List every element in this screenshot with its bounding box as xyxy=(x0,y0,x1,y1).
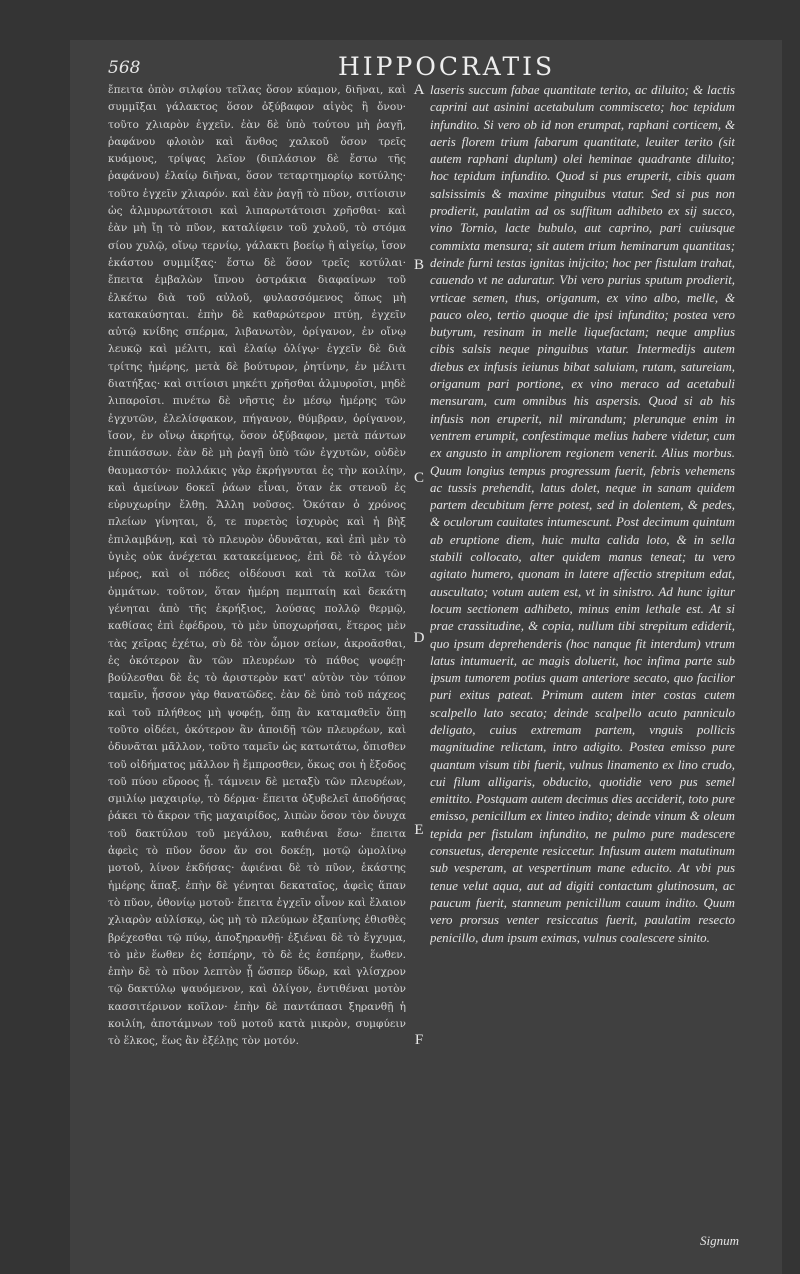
running-title: HIPPOCRATIS xyxy=(338,52,556,81)
section-marker-b: B xyxy=(413,257,424,273)
page-number: 568 xyxy=(108,58,141,78)
greek-text-column: ἔπειτα ὀπὸν σιλφίου τεῖλας ὅσον κύαμον, διῆναι, καὶ συμμῖξαι γάλακτος ὅσον ὀξύβαφον αἰγὸς ἢ ὄνου· τοῦτο χλιαρὸν ἐγχεῖν. ἐὰν δὲ ὑπὸ τούτου μὴ ῥαγῇ, ῥαφάνου φλοιὸν καὶ ἄνθος χαλκοῦ ὅσον τρεῖς κυάμους, τρίψας λεῖον (διπλάσιον δὲ ἔστω τῆς ῥαφάνου) ἐλαίῳ διῆναι, ὅσον τεταρτημορίῳ κοτύλης· τοῦτο ἐγχεῖν χλιαρόν. καὶ ἐὰν ῥαγῇ τὸ πῦον, σιτίοισιν ὡς ἁλμυρωτάτοισι καὶ λιπαρωτάτοισι χρῆσθαι· καὶ ἐὰν μὴ ἴῃ τὸ πῦον, καταλίφειν τοῦ χυλοῦ, τὸ στόμα σίου χυλῷ, οἴνῳ τερνίῳ, γάλακτι βοείῳ ἢ αἰγείῳ, ἴσον ἑκάστου συμμίξας· ἔστω δὲ ὅσον τρεῖς κοτύλαι· ἔπειτα ἐμβαλὼν ἴπνου ὀστράκια διαφαίνων τοῦ ἐλκέτω διὰ τοῦ αὐλοῦ, φυλασσόμενος ὅπως μὴ κατακαύσηται. ἐπὴν δὲ καθαρώτερον πτύῃ, ἐγχεῖν αὐτῷ κνίδης σπέρμα, λιβανωτὸν, ὀρίγανον, ἐν οἴνῳ λευκῷ καὶ μέλιτι, καὶ ἐλαίῳ ὀλίγῳ· ἐγχεῖν δὲ διὰ τρίτης ἡμέρης, μετὰ δὲ βούτυρον, ῥητίνην, ἐν μέλιτι διατήξας· καὶ σιτίοισι μηκέτι χρῆσθαι ἁλμυροῖσι, μηδὲ λιπαροῖσι. πινέτω δὲ νῆστις ἐν μέσῳ ἡμέρης τῶν ἐγχυτῶν, ἐλελίσφακον, πήγανον, θύμβραν, ὀρίγανον, ἴσον, ἐν οἴνῳ ἀκρήτῳ, ὅσον ὀξύβαφον, μετὰ πάντων ἐπιπάσσων. ἐὰν δὲ μὴ ῥαγῇ ὑπὸ τῶν ἐγχυτῶν, οὐδὲν θαυμαστόν· πολλάκις γὰρ ἐκρήγνυται ἐς τὴν κοιλίην, καὶ ἀμείνων δοκεῖ ῥάων εἶναι, ὅταν ἐκ στενοῦ ἐς εὐρυχωρίην ἔλθῃ. Ἄλλη νοῦσος. Ὁκόταν ὁ χρόνος πλείων γίνηται, ὅ, τε πυρετὸς ἰσχυρὸς καὶ ἡ βὴξ ἐπιλαμβάνῃ, καὶ τὸ πλευρὸν ὀδυνᾶται, καὶ ἐπὶ μὲν τὸ ὑγιὲς οὐκ ἀνέχεται κατακείμενος, ἐπὶ δὲ τὸ ἀλγέον μέρος, καὶ οἱ πόδες οἰδέουσι καὶ τὰ κοῖλα τῶν ὀμμάτων. τοῦτον, ὅταν ἡμέρη πεμπταίη καὶ δεκάτη γένηται ἀπὸ τῆς ἐκρήξιος, λούσας πολλῷ θερμῷ, καθίσας ἐπὶ ἐφέδρου, τὸ μὲν ὑποχωρήσαι, ἕτερος μὲν τὰς χεῖρας ἐχέτω, σὺ δὲ τὸν ὦμον σείων, ἀκροᾶσθαι, ἐς ὁκότερον ἂν τῶν πλευρέων τὸ πάθος ψοφέῃ· βούλεσθαι δὲ ἐς τὸ ἀριστερὸν κατ' αὐτὸν τὸν τόπον ταμεῖν, ἧσσον γὰρ θανατῶδες. ἐὰν δὲ ὑπὸ τοῦ πάχεος καὶ τοῦ πλήθεος μὴ ψοφέῃ, ὅπῃ ἂν καταμαθεῖν ὅπῃ τοῦτο οἰδέει, ὁκότερον ἂν ἀποιδῇ τῶν πλευρέων, καὶ ὀδυνᾶται μᾶλλον, τοῦτο ταμεῖν ὡς κατωτάτω, ὄπισθεν τοῦ οἰδήματος μᾶλλον ἢ ἔμπροσθεν, ὅκως σοι ἡ ἔξοδος τοῦ πύου εὔροος ᾖ. τάμνειν δὲ μεταξὺ τῶν πλευρέων, σμιλίῳ μαχαιρίῳ, τὸ δέρμα· ἔπειτα ὀξυβελεῖ ἀποδήσας ῥάκει τὸ ἄκρον τῆς μαχαιρίδος, λιπὼν ὅσον τὸν ὄνυχα τοῦ δακτύλου τοῦ μεγάλου, καθιέναι ἔσω· ἔπειτα ἀφεὶς τὸ πῦον ὅσον ἄν σοι δοκέῃ, μοτῷ ὠμολίνῳ μοτοῦ, λίνον ἐκδήσας· ἀφιέναι δὲ τὸ πῦον, ἑκάστης ἡμέρης ἅπαξ. ἐπὴν δὲ γένηται δεκαταῖος, ἀφεὶς ἅπαν τὸ πῦον, ὀθονίῳ μοτοῦ· ἔπειτα ἐγχεῖν οἶνον καὶ ἔλαιον χλιαρὸν αὐλίσκῳ, ὡς μὴ τὸ πλεύμων ἐξαπίνης ἐθισθὲς βρέχεσθαι τῷ πύῳ, ἀποξηρανθῇ· ἐξιέναι δὲ τὸ ἔγχυμα, τὸ μὲν ἕωθεν ἐς ἑσπέρην, τὸ δὲ ἐς ἑσπέρην, ἕωθεν. ἐπὴν δὲ τὸ πῦον λεπτὸν ᾖ ὥσπερ ὕδωρ, καὶ γλίσχρον τῷ δακτύλῳ ψαυόμενον, καὶ ὀλίγον, ἐντιθέναι μοτὸν κασσιτέρινον κοῖλον· ἐπὴν δὲ παντάπασι ξηρανθῇ ἡ κοιλίη, ἀποτάμνων τοῦ μοτοῦ κατὰ μικρὸν, συμφύειν τὸ ἕλκος, ἕως ἂν ἐξέλῃς τὸν μοτόν. xyxy=(108,84,406,1048)
section-marker-a: A xyxy=(413,82,425,98)
latin-text-column: laseris succum fabae quantitate terito, ac diluito; & lactis caprini aut asinini acetabulum commisceto; hoc tepidum infundito. Si vero ob id non erumpat, raphani corticem, & aeris florem trium fabarum quantitate, leuiter terito (sit autem raphani duplum) olei heminae quadrante diluito; hoc tepidum infundito. Quod si pus eruperit, cibis quam salsissimis & maxime pinguibus vtatur. Sed si pus non prodierit, paulatim ad os suffitum adhibeto ex sij succo, vino Tornio, lacte bubulo, aut caprino, pari cuiusque commixta mensura; sit autem trium heminarum quantitas; deinde furni testas ignitas inijcito; hoc per fistulam trahat, cauendo vt ne aduratur. Vbi vero purius sputum prodierit, vrticae semen, thus, origanum, ex vino albo, melle, & pauco oleo, tertio quoque die ipsi infundito; postea vero butyrum, resinam in melle liquefactam; neque amplius cibis salsis neque pinguibus vtatur. Intermedijs autem diebus ex infusis ieiunus bibat saluiam, rutam, satureiam, origanum pari portione, ex vino meraco ad acetabuli mensuram, cum omnibus his aspersis. Quod si ab his infusis non eruperit, nil mirandum; plerunque enim in ventrem erumpit, confestimque melius habere videtur, cum ex angusto in ampliorem regionem venerit. Alius morbus. Quum longius tempus progressum fuerit, febris vehemens ac tussis prehendit, latus dolet, neque in sanam quidem partem decubitum ferre potest, sed in dolentem, & pedes, & oculorum cauitates intumescunt. Post decimum quintum ab eruptione diem, huic multa calida loto, & in sella stabili collocato, alter quidem manus teneat; tu vero agitato humero, quonam in latere affectio strepitum edat, auscultato; votum autem est, vt in sinistro. Ad hunc igitur locum sectionem adhibeto, minus enim lethale est. At si prae crassitudine, & copia, nullum tibi strepitum ediderit, quo ipsum deprehenderis (hoc nanque fit interdum) vtrum latus intumuerit, ac magis doluerit, hoc infima parte sub ipsum tumorem potius quam anteriore secato, quo facilior puri exitus pateat. Primum autem inter costas cutem scalpello lato secato; deinde scalpello acuto panniculo deligato, cuius extremam partem, vnguis pollicis magnitudine relictam, intro adigito. Postea emisso pure quantum visum tibi fuerit, vulnus linamento ex lino crudo, cui filum alligaris, obducito, quotidie vero pus semel emittito. Postquam autem decimus dies acciderit, toto pure emisso, penicillum ex linteo indito; deinde vinum & oleum tepida per fistulam infundito, ne pulmo pure madescere consuetus, derepente resiccetur. Infusum autem matutinum sub vesperam, at vespertinum mane educito. At vbi pus tenue velut aqua, aut ad digiti contactum glutinosum, ac paucum fuerit, stanneum penicillum cauum indito. Quum vero prorsus venter resiccatus fuerit, paulatim resecto penicillo, dum ipsum eximas, vulnus coalescere sinito. xyxy=(430,83,735,945)
section-marker-f: F xyxy=(414,1032,424,1048)
section-markers xyxy=(408,82,430,1232)
section-marker-c: C xyxy=(413,470,424,486)
section-marker-e: E xyxy=(414,822,424,838)
section-marker-d: D xyxy=(413,630,425,646)
page-header xyxy=(108,52,708,84)
catchword: Signum xyxy=(700,1233,739,1248)
